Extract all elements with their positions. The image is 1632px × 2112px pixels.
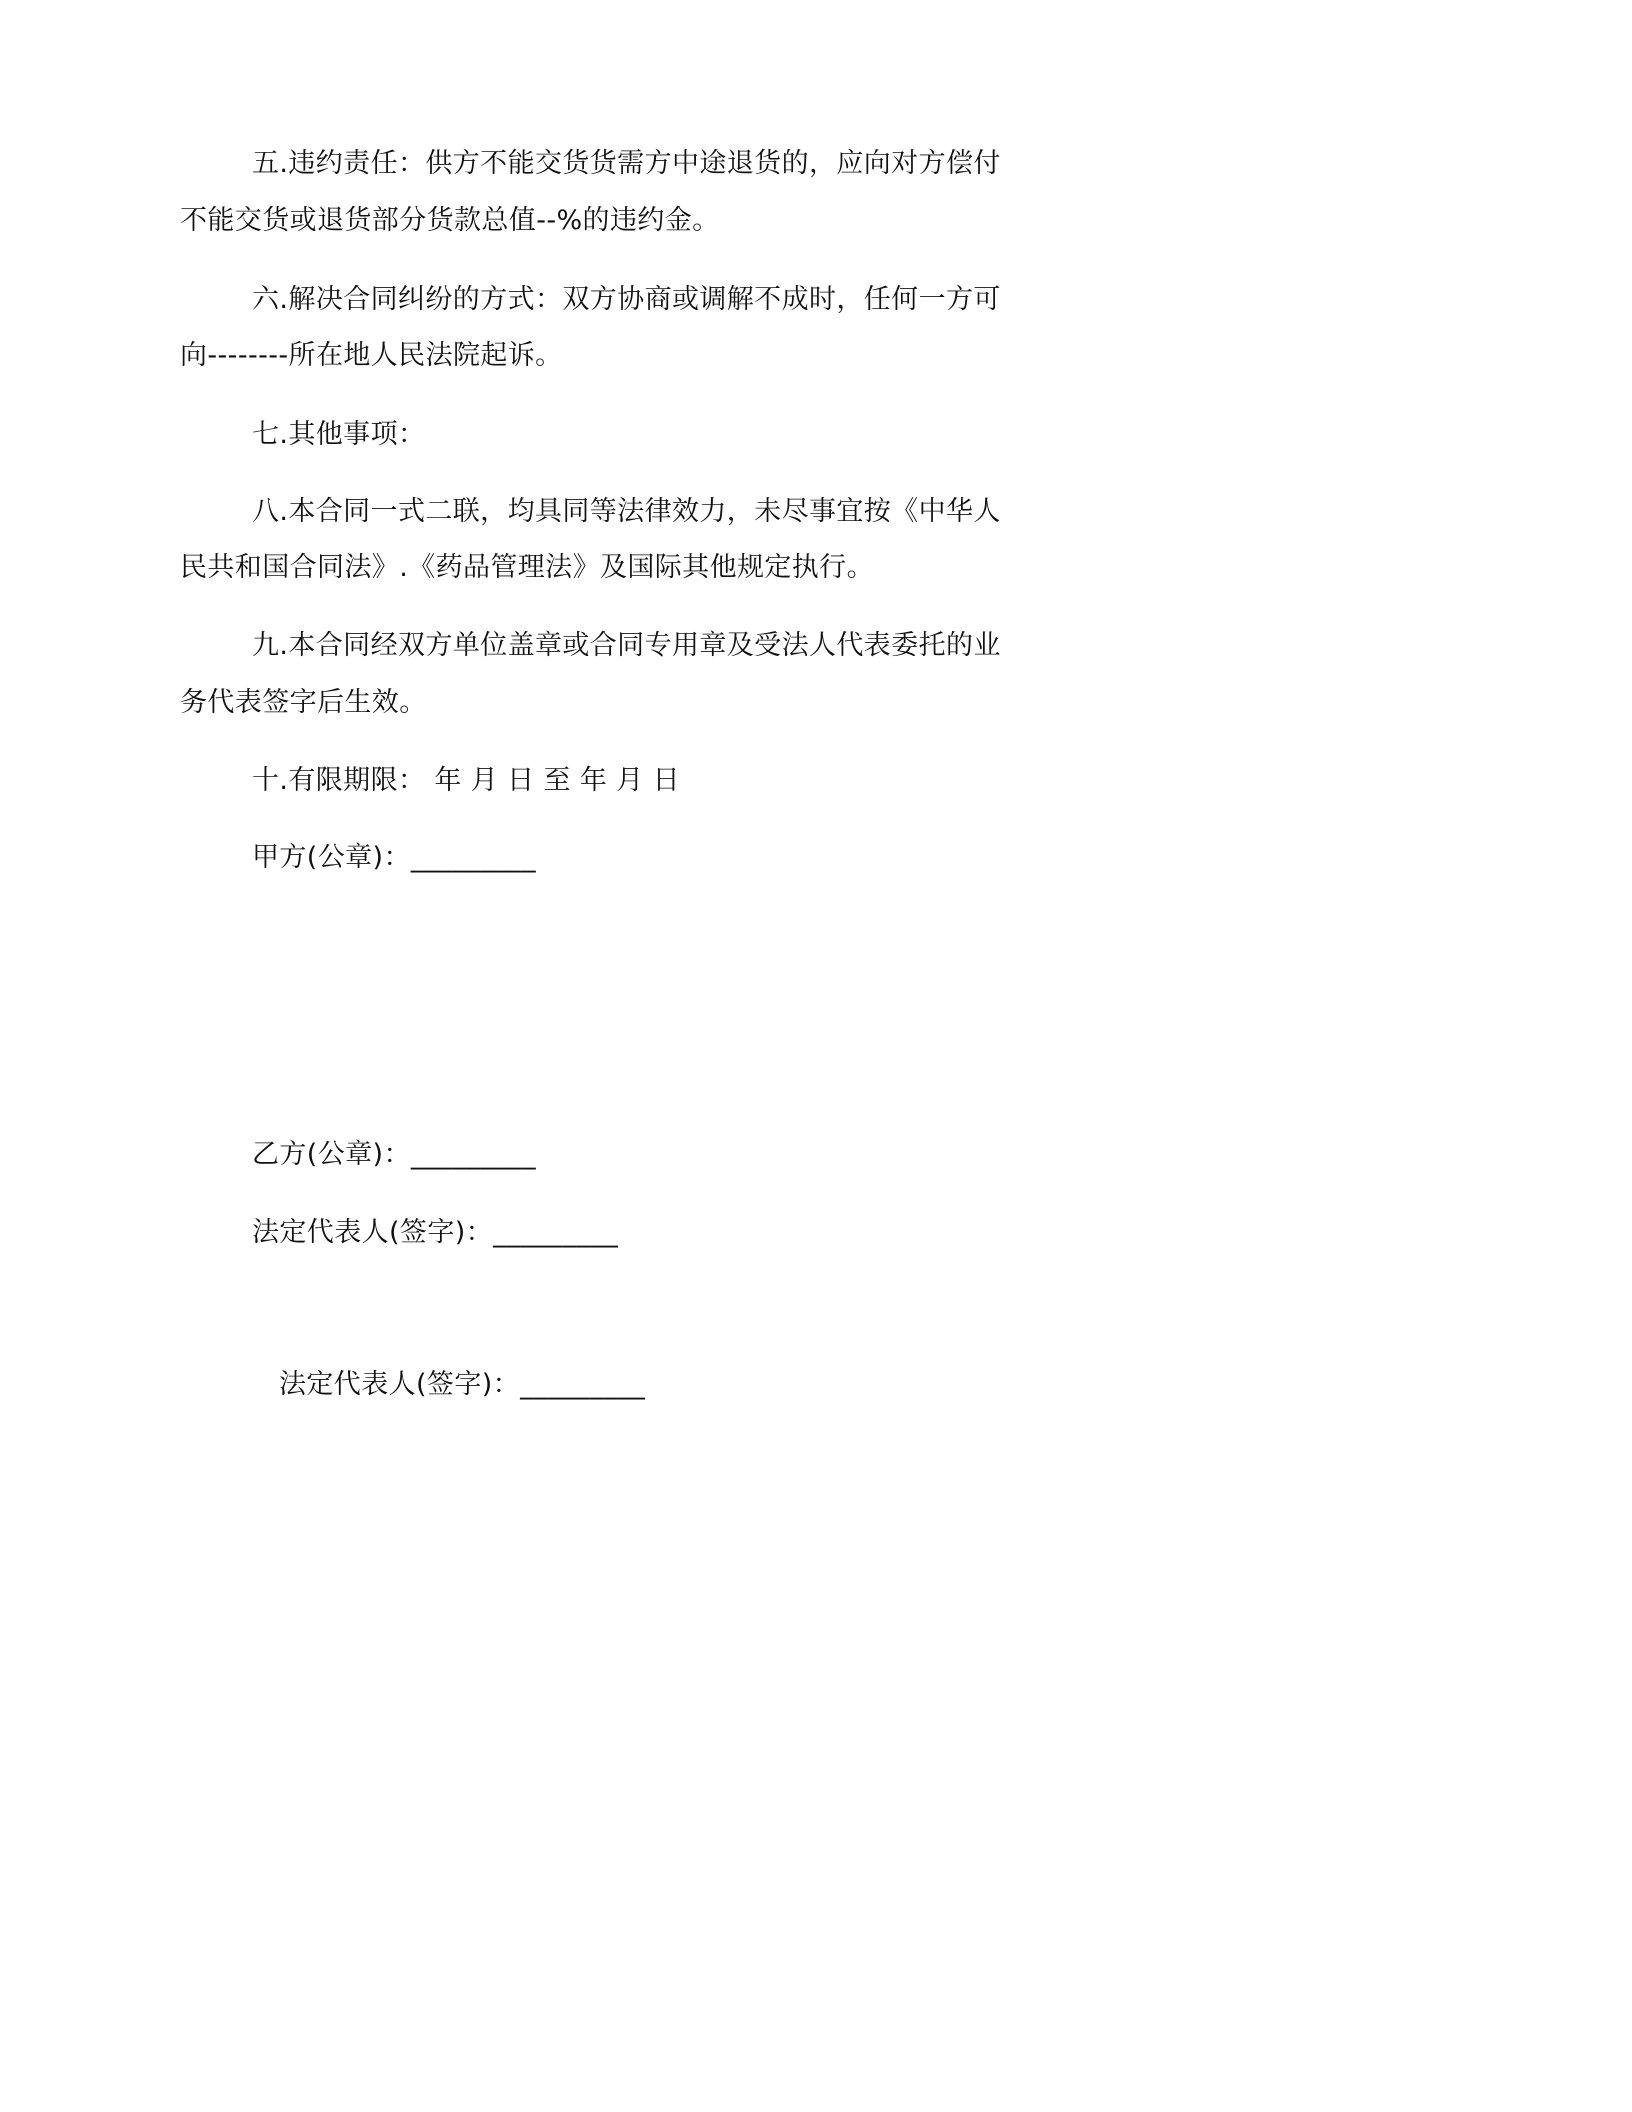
clause-9-line-1: 九.本合同经双方单位盖章或合同专用章及受法人代表委托的业	[252, 630, 1001, 661]
clause-7-line-1: 七.其他事项：	[252, 419, 426, 450]
party-b-seal-line: 乙方(公章)：_________	[252, 1139, 536, 1170]
clause-8-line-1: 八.本合同一式二联，均具同等法律效力，未尽事宜按《中华人	[252, 496, 1001, 527]
clause-8-line-2: 民共和国合同法》.《药品管理法》及国际其他规定执行。	[180, 552, 874, 583]
party-a-seal-line: 甲方(公章)：_________	[252, 842, 536, 873]
legal-rep-signature-line-1: 法定代表人(签字)：_________	[252, 1217, 619, 1248]
clause-5-line-1: 五.违约责任：供方不能交货货需方中途退货的，应向对方偿付	[252, 148, 1001, 179]
clause-5-line-2: 不能交货或退货部分货款总值--%的违约金。	[180, 205, 720, 236]
clause-6-line-2: 向--------所在地人民法院起诉。	[180, 340, 563, 371]
clause-9-line-2: 务代表签字后生效。	[180, 687, 427, 718]
clause-6-line-1: 六.解决合同纠纷的方式：双方协商或调解不成时，任何一方可	[252, 284, 1001, 315]
legal-rep-signature-line-2: 法定代表人(签字)：_________	[279, 1369, 646, 1400]
clause-10-line-1: 十.有限期限： 年 月 日 至 年 月 日	[252, 765, 681, 796]
